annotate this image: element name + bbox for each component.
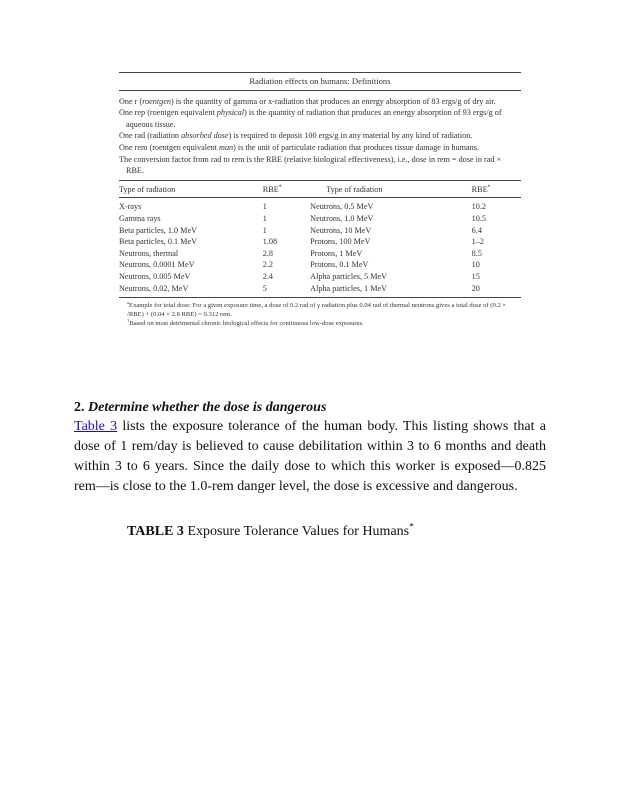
rbe-table [119,181,521,294]
table-cell: 8.5 [471,248,482,258]
table-cell: 1 [262,225,267,235]
table-cell: 1 [262,202,267,212]
rbe-table-header [119,181,521,198]
table-cell: 1–2 [471,237,484,247]
table-cell: 2.2 [262,260,273,270]
table-cell: 6.4 [471,225,482,235]
table-3-caption [127,522,414,542]
table-3-link[interactable]: Table 3 [74,419,118,434]
table-cell: 10 [471,260,480,270]
table-cell: X-rays [119,202,142,212]
table-cell: Gamma rays [119,213,161,223]
footnote-total-dose: $^a$Example for total dose: For a given exposure time, a dose of 0.2 rad of γ radiation plus 0.04 rad of thermal neutrons gives a total dose of (0.2 × /RBE) + (0.04 × 2.8 RBE) = 0.312 rem. [127,299,507,319]
radiation-definitions-figure [119,72,521,328]
definition-item: One rep (roentgen equivalent physical) is the quantity of radiation that produces an energy absorption of 93 ergs/g of aqueous tissue. [119,108,502,129]
table-cell: Neutrons, thermal [119,248,179,258]
table-cell: 1.08 [262,237,278,247]
table-cell: Protons, 1 MeV [310,248,363,258]
column-header: RBE* [472,181,521,198]
column-header: Type of radiation [119,181,263,198]
table-cell: Neutrons, 1.0 MeV [310,213,374,223]
section-number: 2. [74,400,85,415]
table-row [119,198,521,213]
table-cell: Neutrons, 10 MeV [310,225,372,235]
body-paragraph [74,417,546,497]
section-title: Determine whether the dose is dangerous [88,400,327,415]
caption-footnote-mark: * [409,521,415,533]
table-row [119,236,521,248]
table-row [119,248,521,260]
table-row [119,213,521,225]
table-cell: Beta particles, 1.0 MeV [119,225,197,235]
table-cell: Neutrons, 0.02, MeV [119,283,189,293]
definition-item: One rem (roentgen equivalent man) is the unit of particulate radiation that produces tissue damage in humans. [119,142,479,152]
table-cell: 2.8 [262,248,273,258]
footnote-rbe-basis: †Based on most detrimental chronic biological effects for continuous low-dose exposures. [127,317,364,328]
table-cell: Beta particles, 0.1 MeV [119,237,197,247]
table-cell: 1 [262,213,267,223]
table-cell: Neutrons, 0.005 MeV [119,271,191,281]
table-cell: 15 [471,271,480,281]
table-cell: 20 [471,283,480,293]
table-row [119,283,521,295]
definition-item: The conversion factor from rad to rem is the RBE (relative biological effectiveness), i.e., dose in rem = dose in rad × RBE. [119,154,502,176]
table-row [119,225,521,237]
caption-text: Exposure Tolerance Values for Humans [183,524,410,539]
figure-title: Radiation effects on humans: Definitions [249,76,391,86]
definition-item: One rad (radiation absorbed dose) is required to deposit 100 ergs/g in any material by any kind of radiation. [119,131,473,141]
definitions-list [119,91,521,180]
table-cell: 2.4 [262,271,273,281]
definition-item: One r (roentgen) is the quantity of gamma or x-radiation that produces an energy absorption of 83 ergs/g of dry air. [119,96,496,106]
section-heading [74,398,326,418]
paragraph-text: lists the exposure tolerance of the human body. This listing shows that a dose of 1 rem/day is believed to cause debilitation within 3 to 6 months and death within 3 to 6 years. Since the daily dose to which this worker is exposed—0.825 rem—is close to the 1.0-rem danger level, the dose is excessive and dangerous. [74,419,546,494]
table-cell: Neutrons, 0.0001 MeV [119,260,195,270]
figure-footnotes [119,298,521,328]
table-cell: Alpha particles, 1 MeV [310,283,388,293]
table-row [119,259,521,271]
table-cell: 10.5 [471,213,486,223]
table-cell: 5 [262,283,267,293]
table-cell: Protons, 0.1 MeV [310,260,369,270]
table-row [119,271,521,283]
table-cell: Neutrons, 0.5 MeV [310,202,374,212]
table-cell: Protons, 100 MeV [310,237,371,247]
table-cell: 10.2 [471,202,486,212]
caption-label: TABLE 3 [127,524,184,539]
table-cell: Alpha particles, 5 MeV [310,271,388,281]
column-header: RBE* [263,181,310,198]
column-header: Type of radiation [310,181,472,198]
